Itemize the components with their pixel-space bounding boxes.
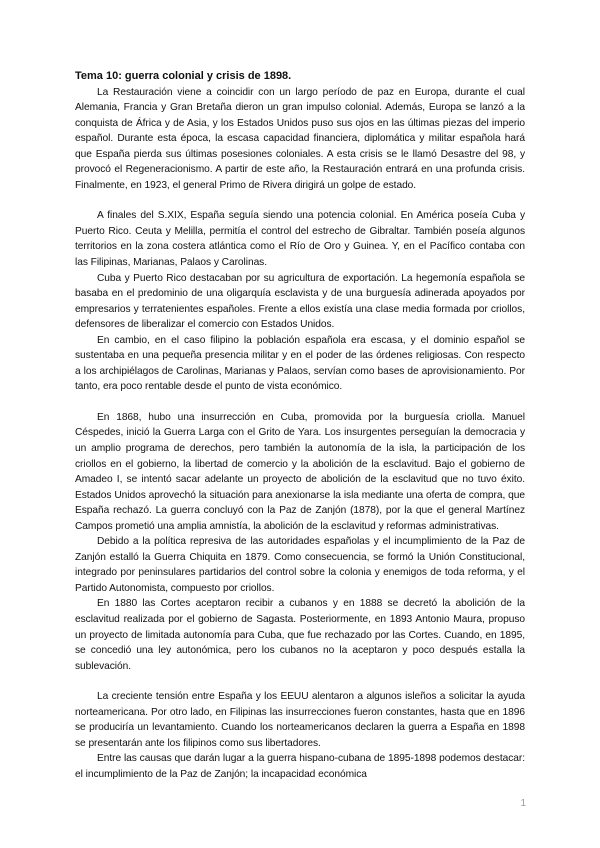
paragraph: En cambio, en el caso filipino la población española era escasa, y el dominio español se sustentaba en una pequeña presencia militar y en el poder de las órdenes religiosas. Con respecto a los archipiélagos de Carolinas, Marianas y Palaos, servían como bases de aprovisionamiento. Por tanto, era poco rentable desde el punto de vista económico. xyxy=(75,334,525,393)
paragraph: La Restauración viene a coincidir con un largo período de paz en Europa, durante el cual Alemania, Francia y Gran Bretaña dieron un gran impulso colonial. Además, Europa se lanzó a la conquista de África y de Asia, y los Estados Unidos puso sus ojos en las últimas piezas del imperio español. Durante esta época, la escasa capacidad financiera, diplomática y militar española hará que España pierda sus últimas posesiones coloniales. A esta crisis se le llamó Desastre del 98, y provocó el Regeneracionismo. A partir de este año, la Restauración entrará en una profunda crisis. Finalmente, en 1923, el general Primo de Rivera dirigirá un golpe de estado. xyxy=(75,86,525,191)
paragraph: En 1868, hubo una insurrección en Cuba, promovida por la burguesía criolla. Manuel Céspedes, inició la Guerra Larga con el Grito de Yara. Los insurgentes perseguían la democracia y un amplio programa de derechos, pero también la autonomía de la isla, la participación de los criollos en el gobierno, la libertad de comercio y la abolición de la esclavitud. Bajo el gobierno de Amadeo I, se intentó sacar adelante un proyecto de abolición de la esclavitud que no tuvo éxito. Estados Unidos aprovechó la situación para anexionarse la isla mediante una oferta de compra, que España rechazó. La guerra concluyó con la Paz de Zanjón (1878), por la que el general Martínez Campos prometió una amplia amnistía, la abolición de la esclavitud y reformas administrativas. xyxy=(75,411,525,532)
section-gap xyxy=(75,395,525,410)
paragraph: Cuba y Puerto Rico destacaban por su agricultura de exportación. La hegemonía española se basaba en el predominio de una oligarquía esclavista y de una burguesía adinerada apoyados por empresarios y terratenientes españoles. Frente a ellos existía una clase media formada por criollos, defensores de liberalizar el comercio con Estados Unidos. xyxy=(75,272,525,331)
paragraph: Debido a la política represiva de las autoridades españolas y el incumplimiento de la Paz de Zanjón estalló la Guerra Chiquita en 1879. Como consecuencia, se formó la Unión Constitucional, integrado por peninsulares partidarios del control sobre la colonia y enemigos de toda reforma, y el Partido Autonomista, compuesto por criollos. xyxy=(75,536,525,594)
paragraph: Entre las causas que darán lugar a la guerra hispano-cubana de 1895-1898 podemos destacar: el incumplimiento de la Paz de Zanjón; la incapacidad económica xyxy=(75,753,525,780)
section-gap xyxy=(75,193,525,208)
page-number: 1 xyxy=(520,798,526,809)
paragraph: La creciente tensión entre España y los EEUU alentaron a algunos isleños a solicitar la ayuda norteamericana. Por otro lado, en Filipinas las insurrecciones fueron constantes, hasta que en 1896 se produciría un levantamiento. Cuando los norteamericanos declaren la guerra a España en 1898 se presentarán ante los filipinos como sus libertadores. xyxy=(75,691,525,749)
section-gap xyxy=(75,674,525,689)
paragraph: A finales del S.XIX, España seguía siendo una potencia colonial. En América poseía Cuba y Puerto Rico. Ceuta y Melilla, permitía el control del estrecho de Gibraltar. También poseía algunos territorios en la zona costera atlántica como el Río de Oro y Guinea. Y, en el Pacífico contaba con las Filipinas, Marianas, Palaos y Carolinas. xyxy=(75,210,525,268)
paragraph: En 1880 las Cortes aceptaron recibir a cubanos y en 1888 se decretó la abolición de la esclavitud realizada por el gobierno de Sagasta. Posteriormente, en 1893 Antonio Maura, propuso un proyecto de limitada autonomía para Cuba, que fue rechazado por las Cortes. Cuando, en 1895, se concedió una ley autonómica, pero los cubanos no la aceptaron y poco después estalla la sublevación. xyxy=(75,598,525,672)
document-title: Tema 10: guerra colonial y crisis de 1898. xyxy=(75,70,292,82)
